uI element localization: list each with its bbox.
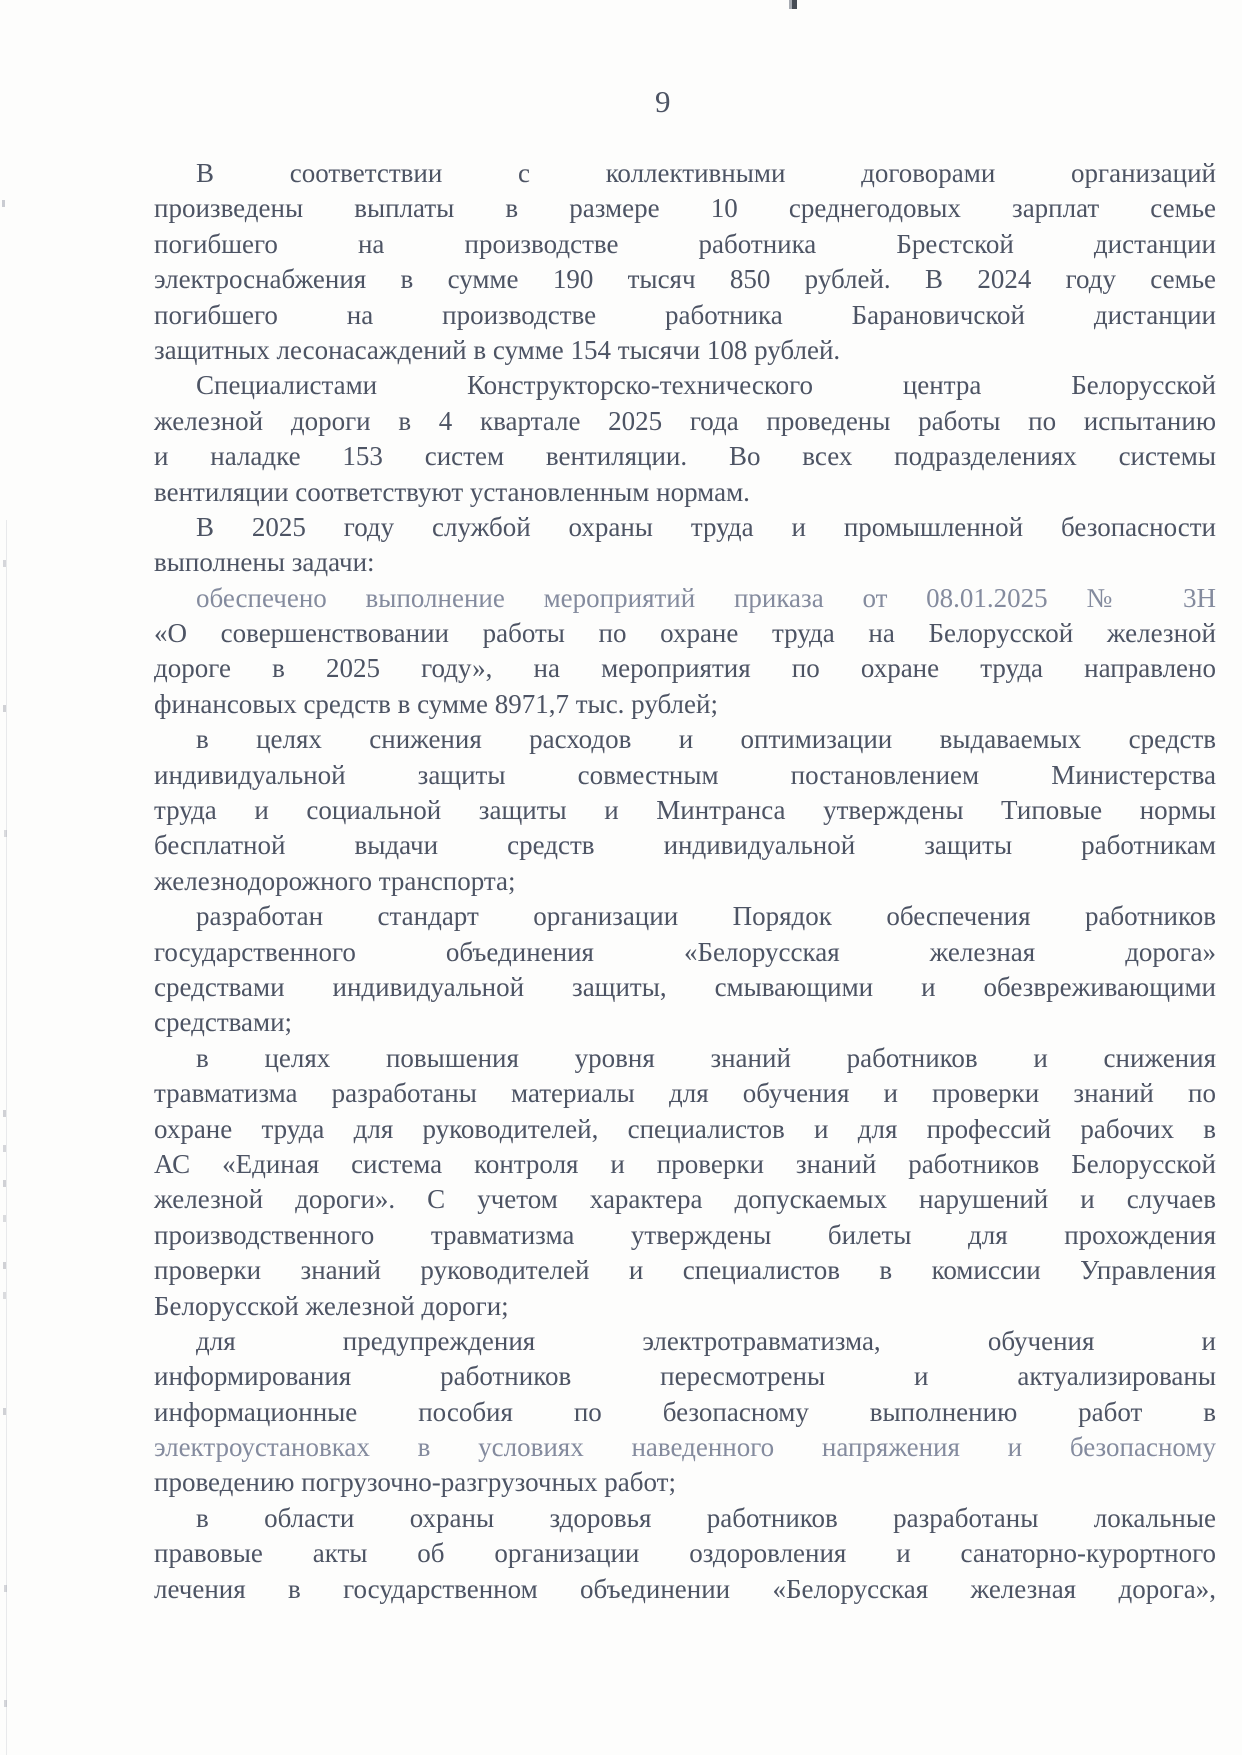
text-line: в области охраны здоровья работников разработаны локальные [196, 1502, 1216, 1533]
text-line: железной дороги». С учетом характера допускаемых нарушений и случаев [154, 1184, 1216, 1215]
text-line: «О совершенствовании работы по охране труда на Белорусской железной [154, 618, 1216, 649]
scan-artifact-left-edge-line [6, 520, 7, 1755]
text-line: погибшего на производстве работника Брестской дистанции [154, 228, 1216, 259]
text-line: В соответствии с коллективными договорами организаций [196, 158, 1216, 188]
text-line: производственного травматизма утверждены билеты для прохождения [154, 1219, 1216, 1250]
paragraph [154, 1041, 1216, 1324]
text-line: дороге в 2025 году», на мероприятия по охране труда направлено [154, 653, 1216, 684]
text-line: труда и социальной защиты и Минтранса утверждены Типовые нормы [154, 795, 1216, 826]
text-line: государственного объединения «Белорусская железная дорога» [154, 936, 1216, 967]
text-line: информирования работников пересмотрены и актуализированы [154, 1361, 1216, 1392]
text-line: Белорусской железной дороги; [154, 1290, 509, 1321]
text-line: обеспечено выполнение мероприятий приказа от 08.01.2025 № 3Н [196, 582, 1216, 613]
text-line: погибшего на производстве работника Барановичской дистанции [154, 299, 1216, 330]
page-number: 9 [655, 84, 671, 119]
text-line: Специалистами Конструкторско-технического центра Белорусской [196, 370, 1216, 401]
text-line: электроснабжения в сумме 190 тысяч 850 рублей. В 2024 году семье [154, 264, 1216, 295]
paragraph [154, 722, 1216, 899]
text-line: железнодорожного транспорта; [154, 865, 516, 896]
text-line: травматизма разработаны материалы для обучения и проверки знаний по [154, 1078, 1216, 1109]
text-line: разработан стандарт организации Порядок обеспечения работников [196, 901, 1216, 932]
text-line: средствами; [154, 1007, 293, 1038]
scan-artifact-top-mark [789, 0, 797, 9]
text-line: охране труда для руководителей, специалистов и для профессий рабочих в [154, 1113, 1216, 1144]
text-line: вентиляции соответствуют установленным нормам. [154, 476, 750, 507]
scan-artifact-left-edge-ticks [2, 200, 5, 207]
text-line: и наладке 153 систем вентиляции. Во всех подразделениях системы [154, 441, 1216, 472]
text-line: правовые акты об организации оздоровления и санаторно-курортного [154, 1538, 1216, 1569]
text-line: индивидуальной защиты совместным постановлением Министерства [154, 759, 1216, 790]
paragraph [154, 156, 1216, 368]
text-line: выполнены задачи: [154, 547, 375, 578]
text-line: для предупреждения электротравматизма, обучения и [196, 1325, 1216, 1356]
text-line: средствами индивидуальной защиты, смывающими и обезвреживающими [154, 971, 1216, 1002]
paragraph [154, 510, 1216, 581]
paragraph [154, 1324, 1216, 1501]
text-line: электроустановках в условиях наведенного напряжения и безопасному [154, 1432, 1216, 1463]
paragraph [154, 581, 1216, 723]
text-line: железной дороги в 4 квартале 2025 года проведены работы по испытанию [154, 405, 1216, 436]
paragraph [154, 1501, 1216, 1607]
text-line: лечения в государственном объединении «Белорусская железная дорога», [154, 1573, 1216, 1604]
document-body [154, 156, 1216, 1607]
text-line: защитных лесонасаждений в сумме 154 тысячи 108 рублей. [154, 334, 841, 365]
text-line: произведены выплаты в размере 10 среднегодовых зарплат семье [154, 193, 1216, 224]
text-line: АС «Единая система контроля и проверки знаний работников Белорусской [154, 1148, 1216, 1179]
paragraph [154, 899, 1216, 1041]
text-line: проведению погрузочно-разгрузочных работ; [154, 1467, 676, 1498]
text-line: проверки знаний руководителей и специалистов в комиссии Управления [154, 1255, 1216, 1286]
text-line: бесплатной выдачи средств индивидуальной защиты работникам [154, 830, 1216, 861]
paragraph [154, 368, 1216, 510]
text-line: информационные пособия по безопасному выполнению работ в [154, 1396, 1216, 1427]
text-line: В 2025 году службой охраны труда и промышленной безопасности [196, 511, 1216, 542]
text-line: финансовых средств в сумме 8971,7 тыс. рублей; [154, 688, 718, 719]
text-line: в целях повышения уровня знаний работников и снижения [196, 1042, 1216, 1073]
text-line: в целях снижения расходов и оптимизации выдаваемых средств [196, 724, 1216, 755]
